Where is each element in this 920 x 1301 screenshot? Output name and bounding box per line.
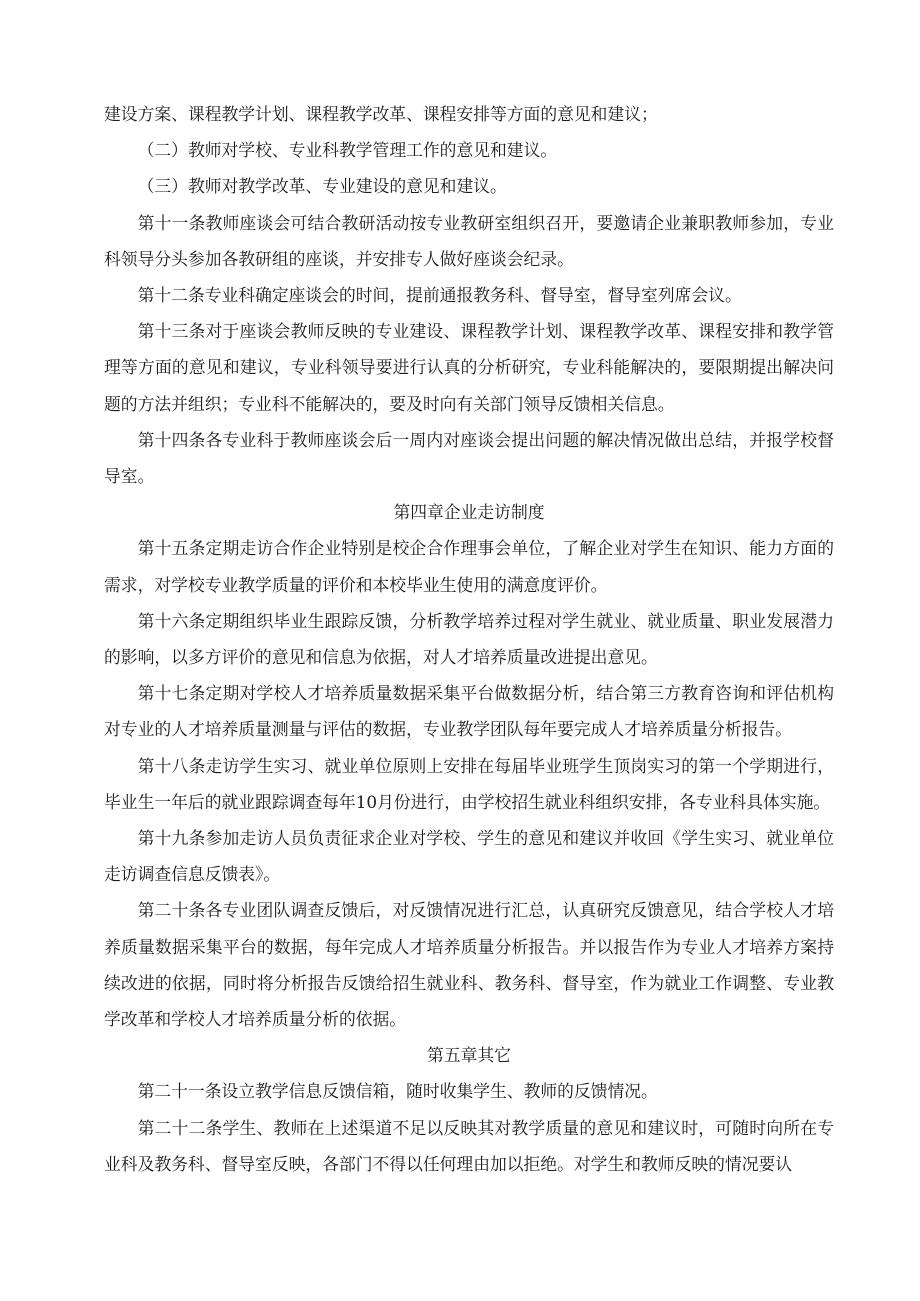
article-12: 第十二条专业科确定座谈会的时间，提前通报教务科、督导室，督导室列席会议。 [137, 285, 742, 306]
paragraph-item-3: （三）教师对教学改革、专业建设的意见和建议。 [137, 176, 507, 197]
article-21: 第二十一条设立教学信息反馈信箱，随时收集学生、教师的反馈情况。 [137, 1081, 658, 1102]
chapter-4-heading: 第四章企业走访制度 [393, 502, 545, 523]
paragraph-continuation: 建设方案、课程教学计划、课程教学改革、课程安排等方面的意见和建议； [104, 104, 658, 124]
article-18: 第十八条走访学生实习、就业单位原则上安排在每届毕业班学生顶岗实习的第一个学期进行，毕业生一年后的就业跟踪调查每年10月份进行，由学校招生就业科组织安排，各专业科具体实施。 [104, 755, 834, 812]
article-13: 第十三条对于座谈会教师反映的专业建设、课程教学计划、课程教学改革、课程安排和教学管理等方面的意见和建议，专业科领导要进行认真的分析研究，专业科能解决的，要限期提出解决问题的方法并组织；专业科不能解决的，要及时向有关部门领导反馈相关信息。 [104, 321, 834, 414]
document-body [104, 96, 834, 1182]
article-19: 第十九条参加走访人员负责征求企业对学校、学生的意见和建议并收回《学生实习、就业单位走访调查信息反馈表》。 [104, 828, 834, 885]
article-14: 第十四条各专业科于教师座谈会后一周内对座谈会提出问题的解决情况做出总结，并报学校督导室。 [104, 429, 834, 487]
article-15: 第十五条定期走访合作企业特别是校企合作理事会单位，了解企业对学生在知识、能力方面的需求，对学校专业教学质量的评价和本校毕业生使用的满意度评价。 [104, 538, 834, 595]
article-11: 第十一条教师座谈会可结合教研活动按专业教研室组织召开，要邀请企业兼职教师参加，专业科领导分头参加各教研组的座谈，并安排专人做好座谈会纪录。 [104, 212, 834, 269]
article-22: 第二十二条学生、教师在上述渠道不足以反映其对教学质量的意见和建议时，可随时向所在专业科及教务科、督导室反映，各部门不得以任何理由加以拒绝。对学生和教师反映的情况要认 [104, 1117, 834, 1174]
article-20: 第二十条各专业团队调查反馈后，对反馈情况进行汇总，认真研究反馈意见，结合学校人才培养质量数据采集平台的数据，每年完成人才培养质量分析报告。并以报告作为专业人才培养方案持续改进的依据，同时将分析报告反馈给招生就业科、教务科、督导室，作为就业工作调整、专业教学改革和学校人才培养质量分析的依据。 [104, 900, 834, 1030]
paragraph-item-2: （二）教师对学校、专业科教学管理工作的意见和建议。 [137, 140, 558, 161]
chapter-5-heading: 第五章其它 [427, 1045, 511, 1066]
article-16: 第十六条定期组织毕业生跟踪反馈，分析教学培养过程对学生就业、就业质量、职业发展潜力的影响，以多方评价的意见和信息为依据，对人才培养质量改进提出意见。 [104, 610, 834, 668]
article-17: 第十七条定期对学校人才培养质量数据采集平台做数据分析，结合第三方教育咨询和评估机构对专业的人才培养质量测量与评估的数据，专业教学团队每年要完成人才培养质量分析报告。 [104, 683, 834, 740]
